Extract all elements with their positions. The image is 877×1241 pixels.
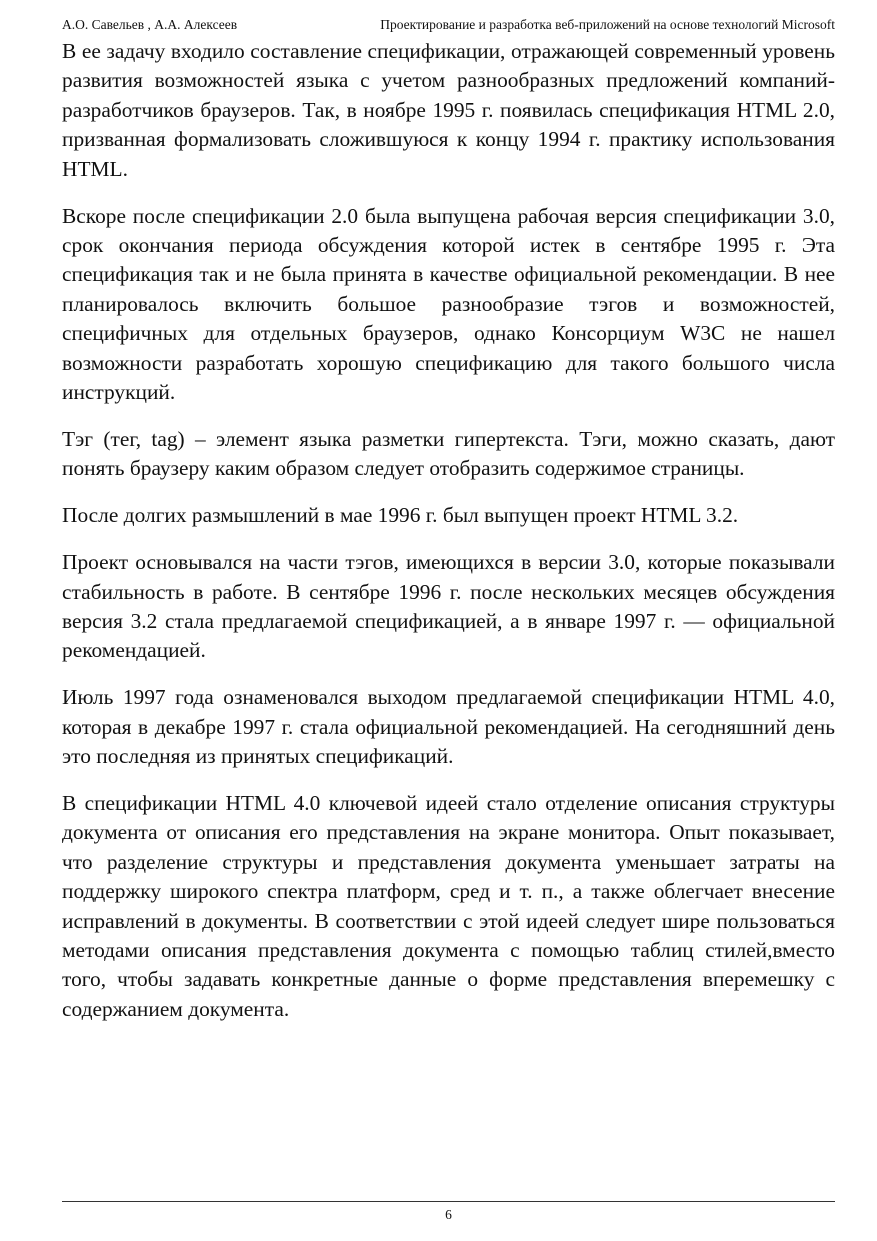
paragraph-7: В спецификации HTML 4.0 ключевой идеей стало отделение описания структуры документа от описания его представления на экране монитора. Опыт показывает, что разделение структуры и представления документа уменьшает затраты на поддержку широкого спектра платформ, сред и т. п., а также облегчает внесение исправлений в документы. В соответствии с этой идеей следует шире пользоваться методами описания представления документа с помощью таблиц стилей,вместо того, чтобы задавать конкретные данные о форме представления вперемешку с содержанием документа. [62, 790, 835, 1021]
footer-rule [62, 1201, 835, 1202]
paragraph-1: В ее задачу входило составление спецификации, отражающей современный уровень развития возможностей языка с учетом разнообразных предложений компаний-разработчиков браузеров. Так, в ноябре 1995 г. появилась спецификация HTML 2.0, призванная формализовать сложившуюся к концу 1994 г. практику использования HTML. [62, 39, 835, 181]
header-authors: А.О. Савельев , А.А. Алексеев [62, 17, 238, 32]
paragraph-4: После долгих размышлений в мае 1996 г. был выпущен проект HTML 3.2. [62, 503, 739, 528]
running-header [62, 16, 835, 34]
paragraph-3: Тэг (тег, tag) – элемент языка разметки гипертекста. Тэги, можно сказать, дают понять браузеру каким образом следует отобразить содержимое страницы. [62, 426, 835, 481]
body-text [62, 37, 835, 1042]
header-book-title: Проектирование и разработка веб-приложений на основе технологий Microsoft [380, 17, 835, 32]
page-number: 6 [445, 1207, 452, 1222]
document-page [62, 0, 835, 1241]
paragraph-2: Вскоре после спецификации 2.0 была выпущена рабочая версия спецификации 3.0, срок окончания периода обсуждения которой истек в сентябре 1995 г. Эта спецификация так и не была принята в качестве официальной рекомендации. В нее планировалось включить большое разнообразие тэгов и возможностей, специфичных для отдельных браузеров, однако Консорциум W3C не нашел возможности разработать хорошую спецификацию для такого большого числа инструкций. [62, 203, 835, 404]
paragraph-6: Июль 1997 года ознаменовался выходом предлагаемой спецификации HTML 4.0, которая в декабре 1997 г. стала официальной рекомендацией. На сегодняшний день это последняя из принятых спецификаций. [62, 685, 835, 769]
paragraph-5: Проект основывался на части тэгов, имеющихся в версии 3.0, которые показывали стабильность в работе. В сентябре 1996 г. после нескольких месяцев обсуждения версия 3.2 стала предлагаемой спецификацией, а в январе 1997 г. — официальной рекомендацией. [62, 550, 835, 663]
